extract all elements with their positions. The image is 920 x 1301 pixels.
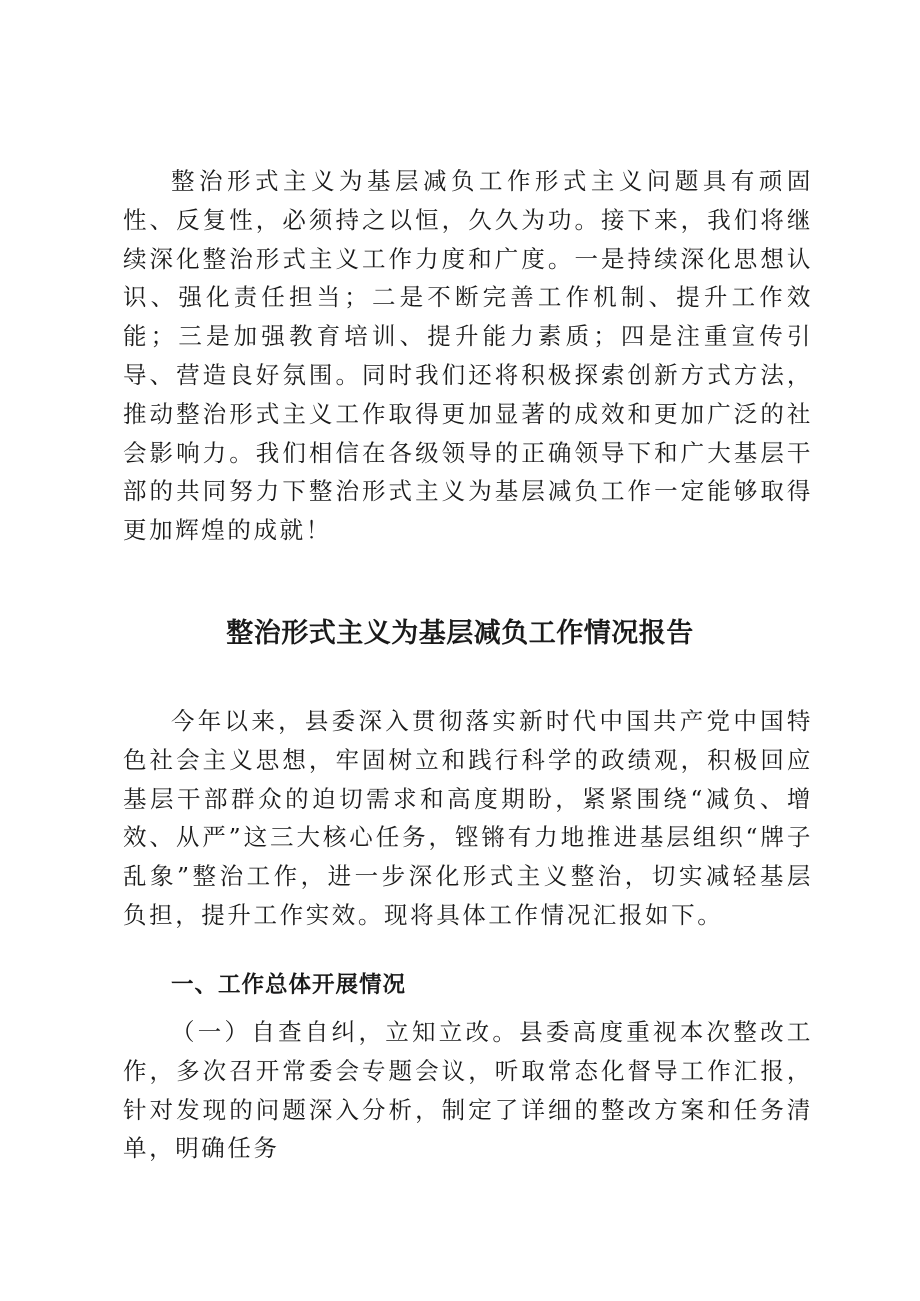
- closing-paragraph: 整治形式主义为基层减负工作形式主义问题具有顽固性、反复性，必须持之以恒，久久为功。接下来，我们将继续深化整治形式主义工作力度和广度。一是持续深化思想认识、强化责任担当；二是不断完善工作机制、提升工作效能；三是加强教育培训、提升能力素质；四是注重宣传引导、营造良好氛围。同时我们还将积极探索创新方式方法，推动整治形式主义工作取得更加显著的成效和更加广泛的社会影响力。我们相信在各级领导的正确领导下和广大基层干部的共同努力下整治形式主义为基层减负工作一定能够取得更加辉煌的成就！: [123, 167, 813, 545]
- intro-paragraph: 今年以来，县委深入贯彻落实新时代中国共产党中国特色社会主义思想，牢固树立和践行科学的政绩观，积极回应基层干部群众的迫切需求和高度期盼，紧紧围绕“减负、增效、从严”这三大核心任务，铿锵有力地推进基层组织“牌子乱象”整治工作，进一步深化形式主义整治，切实减轻基层负担，提升工作实效。现将具体工作情况汇报如下。: [123, 707, 813, 929]
- section-1-paragraph: （一）自查自纠，立知立改。县委高度重视本次整改工作，多次召开常委会专题会议，听取常态化督导工作汇报，针对发现的问题深入分析，制定了详细的整改方案和任务清单，明确任务: [123, 1018, 813, 1163]
- report-title: 整治形式主义为基层减负工作情况报告: [226, 618, 694, 649]
- section-heading-1: 一、工作总体开展情况: [171, 972, 407, 998]
